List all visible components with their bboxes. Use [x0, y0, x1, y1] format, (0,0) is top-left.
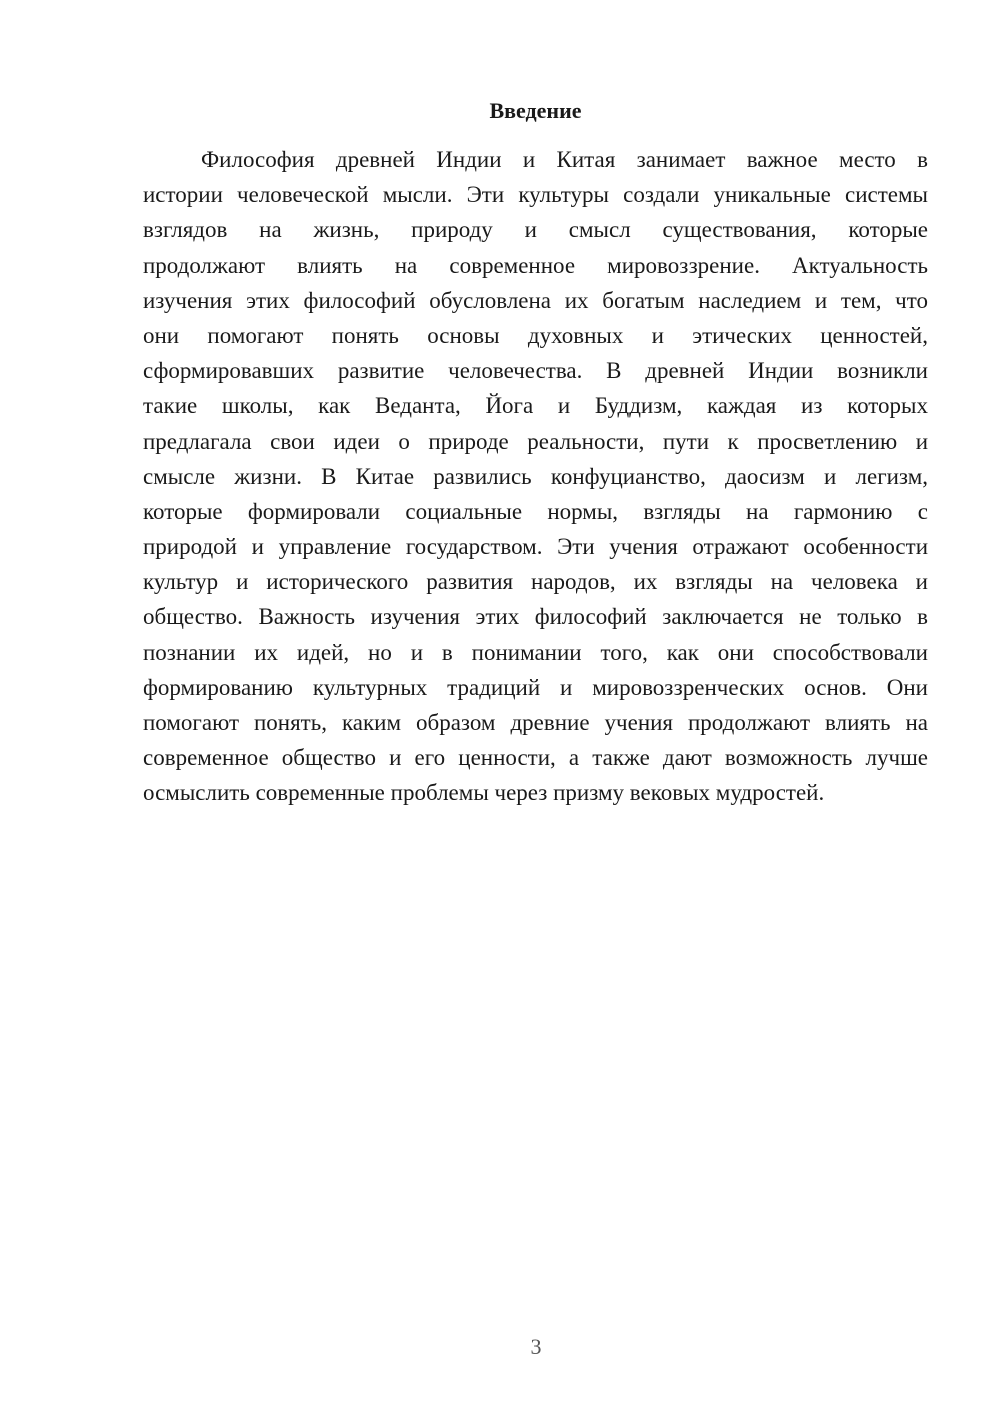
paragraph-line: они помогают понять основы духовных и этических ценностей,: [143, 322, 928, 348]
paragraph-line: истории человеческой мысли. Эти культуры создали уникальные системы: [143, 182, 928, 208]
paragraph-line: формированию культурных традиций и мировоззренческих основ. Они: [143, 674, 928, 700]
paragraph-line: Философия древней Индии и Китая занимает важное место в: [201, 147, 928, 172]
paragraph-line: которые формировали социальные нормы, взгляды на гармонию с: [143, 498, 928, 524]
paragraph-line: природой и управление государством. Эти учения отражают особенности: [143, 534, 928, 560]
paragraph-line: смысле жизни. В Китае развились конфуцианство, даосизм и легизм,: [143, 463, 928, 489]
paragraph-line: культур и исторического развития народов, их взгляды на человека и: [143, 569, 928, 595]
paragraph-line: такие школы, как Веданта, Йога и Буддизм, каждая из которых: [143, 393, 928, 419]
paragraph-line: общество. Важность изучения этих философий заключается не только в: [143, 604, 928, 630]
paragraph-line: предлагала свои идеи о природе реальности, пути к просветлению и: [143, 428, 928, 454]
paragraph-line: продолжают влиять на современное мировоззрение. Актуальность: [143, 252, 928, 278]
page-heading: Введение: [489, 98, 582, 123]
introduction-paragraph: [143, 142, 928, 811]
paragraph-line: познании их идей, но и в понимании того, как они способствовали: [143, 639, 928, 665]
paragraph-line: помогают понять, каким образом древние учения продолжают влиять на: [143, 710, 928, 735]
paragraph-line: сформировавших развитие человечества. В древней Индии возникли: [143, 358, 928, 384]
paragraph-line: осмыслить современные проблемы через призму вековых мудростей.: [143, 780, 825, 806]
page-number: 3: [530, 1334, 542, 1359]
paragraph-line: взглядов на жизнь, природу и смысл существования, которые: [143, 217, 928, 243]
paragraph-line: изучения этих философий обусловлена их богатым наследием и тем, что: [143, 287, 928, 313]
paragraph-line: современное общество и его ценности, а также дают возможность лучше: [143, 745, 928, 771]
